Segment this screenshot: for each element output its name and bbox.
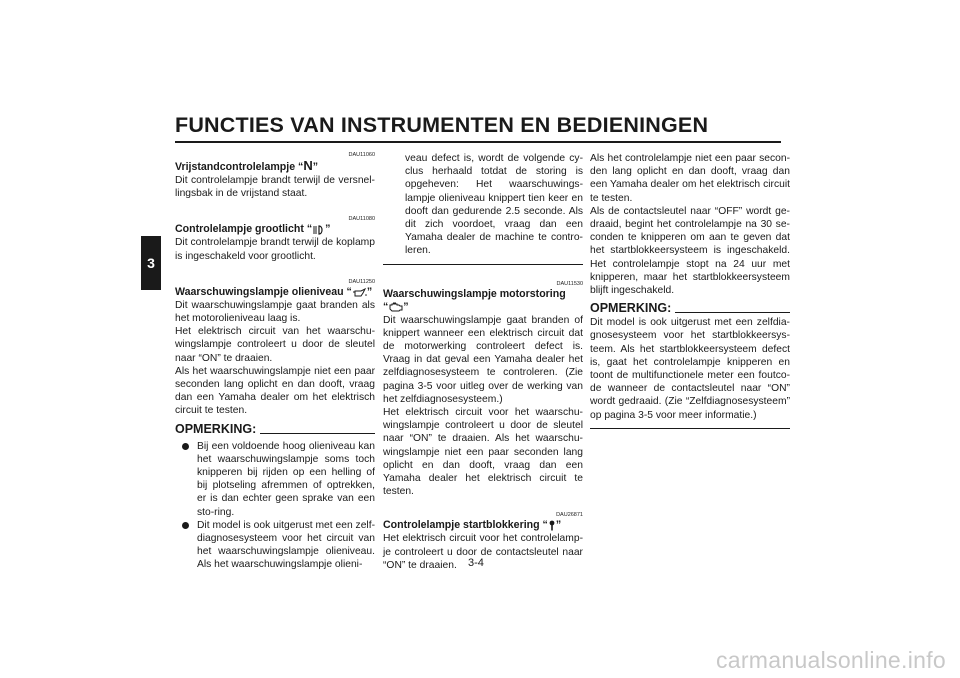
heading-close: ”: [555, 519, 562, 532]
heading-close: ”: [325, 223, 331, 236]
heading-text: Controlelampje startblokkering “: [383, 519, 548, 532]
heading-text: Controlelampje grootlicht “: [175, 223, 313, 236]
section-text: Het elektrisch circuit voor het controlelamp-je controleert u door de contactsleutel naar “ON” te draaien.: [383, 533, 583, 571]
section-text: Het elektrisch circuit voor het waarschu-wingslampje controleert u door de sleutel naar “ON” te draaien. Als het waarschu-wingslampje niet een paar seconden lang oplicht en dan dooft, vraag dan een Yamaha dealer het elektrisch circuit te testen.: [383, 407, 583, 498]
section-code: DAU11250: [348, 278, 375, 285]
column-2: [383, 152, 583, 572]
key-icon: [548, 520, 556, 531]
note-heading-text: OPMERKING:: [590, 301, 672, 316]
bullet-icon: [182, 522, 189, 529]
note-heading-rule: [260, 433, 375, 434]
heading-close: ”: [366, 285, 373, 298]
title-rule: [175, 141, 781, 143]
note-heading-rule: [675, 312, 790, 313]
section-heading-neutral: [175, 159, 375, 174]
heading-close: ”: [403, 300, 409, 313]
chapter-tab: 3: [141, 236, 161, 290]
section-code: DAU26871: [556, 512, 583, 519]
bullet-text-continued: veau defect is, wordt de volgende cy-clus herhaald totdat de storing is opgeheven: Het waarschuwings-lampje olieniveau knippert tien keer en dooft dan gedurende 2.5 seconde. Als dit zich voordoet, vraag dan een Yamaha dealer de machine te contro-leren.: [405, 153, 583, 257]
page-title: FUNCTIES VAN INSTRUMENTEN EN BEDIENINGEN: [175, 113, 709, 137]
section-heading-oil-level: [175, 286, 375, 299]
note-text: Dit model is ook uitgerust met een zelfdia-gnosesysteem voor het startblokkeersys-teem. Als het startblokkeersysteem defect is, gaat het controlelampje knipperen en toont de multifunctionele meter een foutco-de wanneer de contactsleutel naar “ON” wordt gedraaid. (Zie “Zelfdiagnosesysteem” op pagina 3-5 voor meer informatie.): [590, 317, 790, 421]
section-text: Het elektrisch circuit van het waarschu-wingslampje controleert u door de sleutel naar “ON” te draaien.: [175, 326, 375, 364]
section-code: DAU11080: [348, 216, 375, 223]
section-heading-engine-trouble-symbol: [383, 301, 583, 314]
note-end-rule: [590, 428, 790, 429]
page-number: 3-4: [468, 557, 484, 569]
section-code: DAU11530: [556, 280, 583, 287]
section-code: DAU11060: [348, 152, 375, 158]
heading-open: “: [383, 300, 389, 313]
section-heading-high-beam: [175, 223, 375, 236]
note-heading: [175, 422, 375, 437]
section-text: Dit controlelampje brandt terwijl de versnel-lingsbak in de vrijstand staat.: [175, 175, 375, 200]
section-text: Als de contactsleutel naar “OFF” wordt ge-draaid, begint het controlelampje na 30 se-conden te knipperen om aan te geven dat het startblokkeersysteem is ingeschakeld. Het controlelampje stopt na 24 uur met knipperen, maar het startblokkeersysteem blijft ingeschakeld.: [590, 205, 790, 297]
heading-text: Vrijstandcontrolelampje “: [175, 161, 304, 173]
section-text: Als het controlelampje niet een paar secon-den lang oplicht en dan dooft, vraag dan een Yamaha dealer om het elektrisch circuit te testen.: [590, 153, 790, 204]
note-continuation: [383, 152, 583, 258]
note-bullet: [175, 440, 375, 519]
neutral-symbol: N: [303, 158, 313, 173]
heading-text: Waarschuwingslampje olieniveau “: [175, 285, 352, 298]
note-heading-text: OPMERKING:: [175, 421, 257, 436]
bullet-icon: [182, 443, 189, 450]
high-beam-icon: [312, 225, 325, 235]
column-3: [590, 152, 790, 429]
section-text: Als het waarschuwingslampje niet een paar seconden lang oplicht en dan dooft, vraag dan een Yamaha dealer om het elektrisch circuit te testen.: [175, 365, 375, 417]
section-heading-immobilizer: [383, 519, 583, 532]
column-1: [175, 152, 375, 572]
section-heading-engine-trouble: Waarschuwingslampje motorstoring: [383, 287, 566, 300]
note-bullet: [175, 519, 375, 572]
oil-can-icon: [352, 288, 367, 297]
watermark: carmanualsonline.info: [715, 647, 946, 673]
note-heading: [590, 301, 790, 316]
bullet-text: Bij een voldoende hoog olieniveau kan het waarschuwingslampje soms toch knipperen bij rijden op een helling of bij plotseling afremmen of optrekken, er is dan echter geen sprake van een sto-ring.: [197, 440, 375, 518]
section-text: Dit waarschuwingslampje gaat branden of knippert wanneer een elektrisch circuit dat de motorwerking controleert defect is. Vraag in dat geval een Yamaha dealer het zelfdiagnosesysteem te controleren. (Zie pagina 3-5 voor uitleg over de werking van het zelfdiagnosesysteem.): [383, 314, 583, 405]
engine-icon: [388, 302, 403, 312]
heading-close: ”: [312, 161, 319, 173]
section-text: Dit waarschuwingslampje gaat branden als het motorolieniveau laag is.: [175, 299, 375, 325]
bullet-text: Dit model is ook uitgerust met een zelf-diagnosesysteem voor het circuit van het waarschuwingslampje olieniveau. Als het waarschuwingslampje olieni-: [197, 519, 375, 571]
section-text: Dit controlelampje brandt terwijl de koplamp is ingeschakeld voor grootlicht.: [175, 237, 375, 262]
